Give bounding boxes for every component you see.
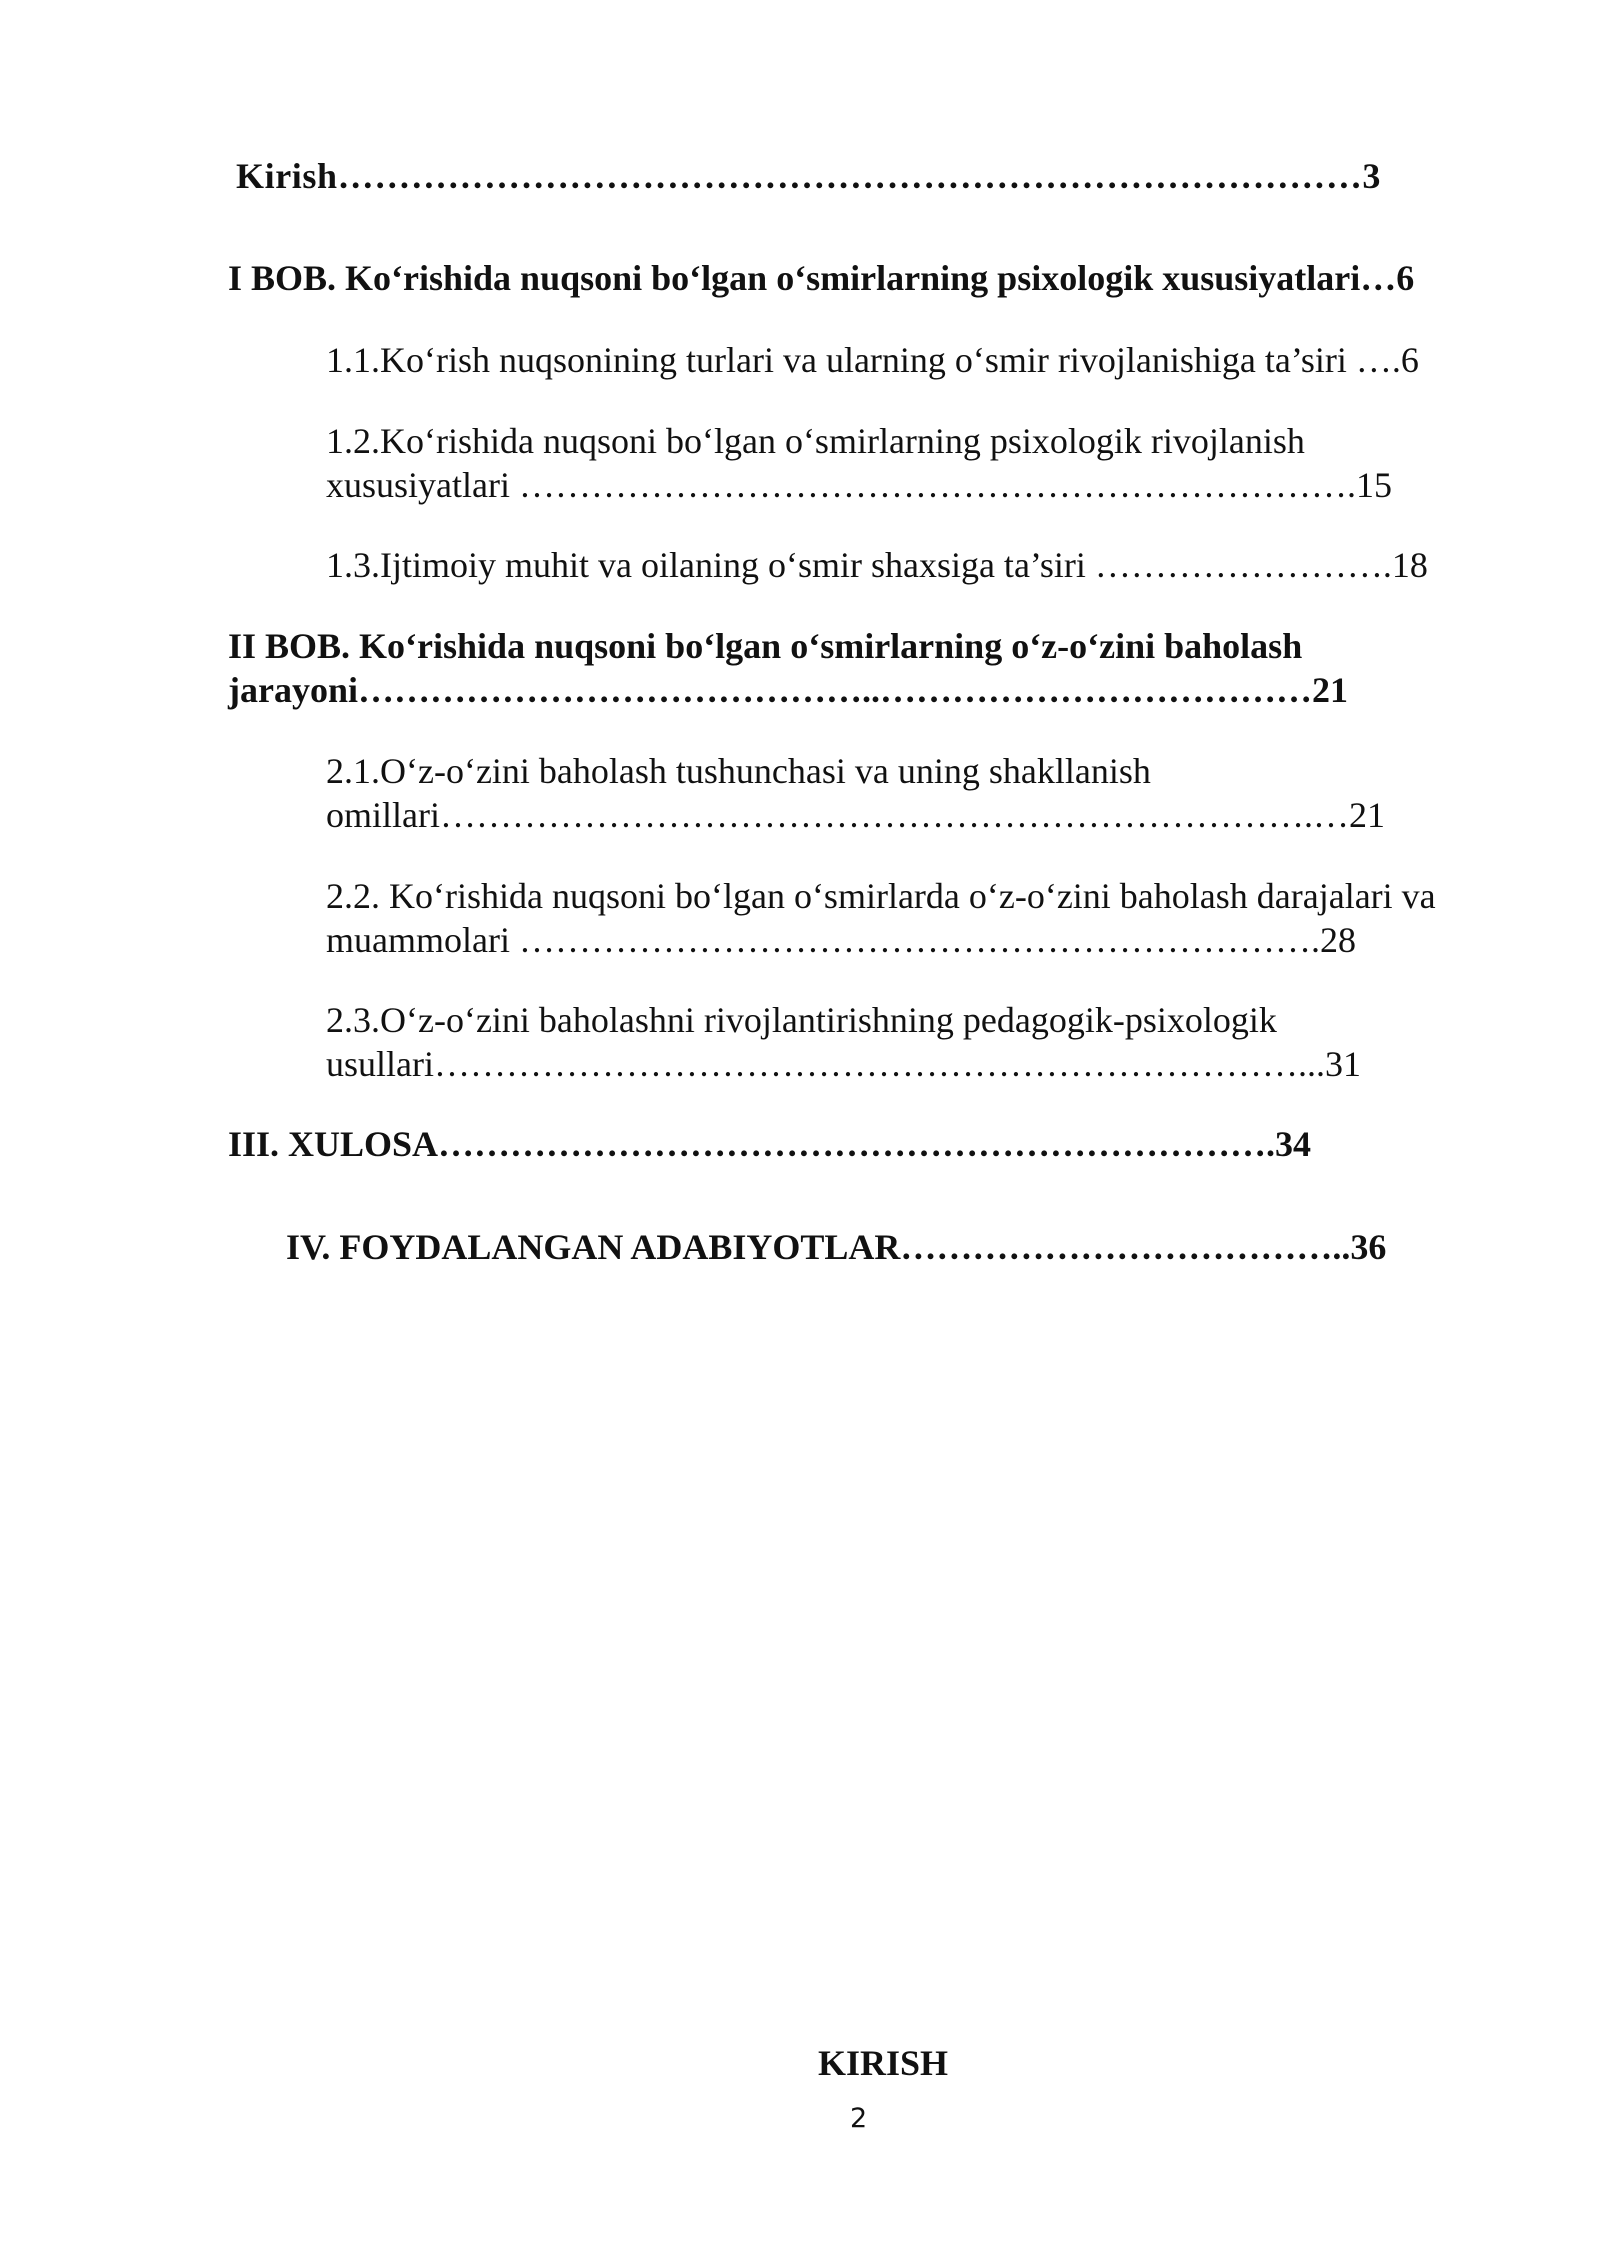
toc-entry-xulosa: III. XULOSA…………………………………………………………….34 — [228, 1124, 1312, 1164]
toc-entry-2-1-line2: omillari……………………………………………………………….…21 — [326, 795, 1385, 835]
toc-entry-2-3-line1: 2.3.O‘z-o‘zini baholashni rivojlantirishning pedagogik-psixologik — [326, 1000, 1277, 1040]
toc-entry-2-2-line2: muammolari ………………………………………………………….28 — [326, 920, 1356, 960]
toc-entry-bob1: I BOB. Ko‘rishida nuqsoni bo‘lgan o‘smirlarning psixologik xususiyatlari…6 — [228, 258, 1415, 298]
page-number: 2 — [850, 2103, 868, 2134]
toc-entry-1-2-line1: 1.2.Ko‘rishida nuqsoni bo‘lgan o‘smirlarning psixologik rivojlanish — [326, 421, 1305, 461]
toc-entry-kirish: Kirish…………………………………………………………………………3 — [236, 156, 1382, 196]
toc-entry-1-1: 1.1.Ko‘rish nuqsonining turlari va ularning o‘smir rivojlanishiga ta’siri ….6 — [326, 340, 1419, 380]
toc-entry-2-3-line2: usullari………………………………………………………………...31 — [326, 1044, 1361, 1084]
section-heading-kirish: KIRISH — [818, 2043, 949, 2083]
toc-entry-1-3: 1.3.Ijtimoiy muhit va oilaning o‘smir shaxsiga ta’siri …………………….18 — [326, 545, 1428, 585]
toc-entry-1-2-line2: xususiyatlari …………………………………………………………….15 — [326, 465, 1392, 505]
toc-entry-adabiyotlar: IV. FOYDALANGAN ADABIYOTLAR………………………………..36 — [286, 1227, 1387, 1267]
toc-entry-bob2-line1: II BOB. Ko‘rishida nuqsoni bo‘lgan o‘smirlarning o‘z-o‘zini baholash — [228, 626, 1303, 666]
toc-entry-bob2-line2: jarayoni……………………………………..………………………………21 — [228, 670, 1348, 710]
toc-entry-2-1-line1: 2.1.O‘z-o‘zini baholash tushunchasi va uning shakllanish — [326, 751, 1151, 791]
toc-entry-2-2-line1: 2.2. Ko‘rishida nuqsoni bo‘lgan o‘smirlarda o‘z-o‘zini baholash darajalari va — [326, 876, 1436, 916]
